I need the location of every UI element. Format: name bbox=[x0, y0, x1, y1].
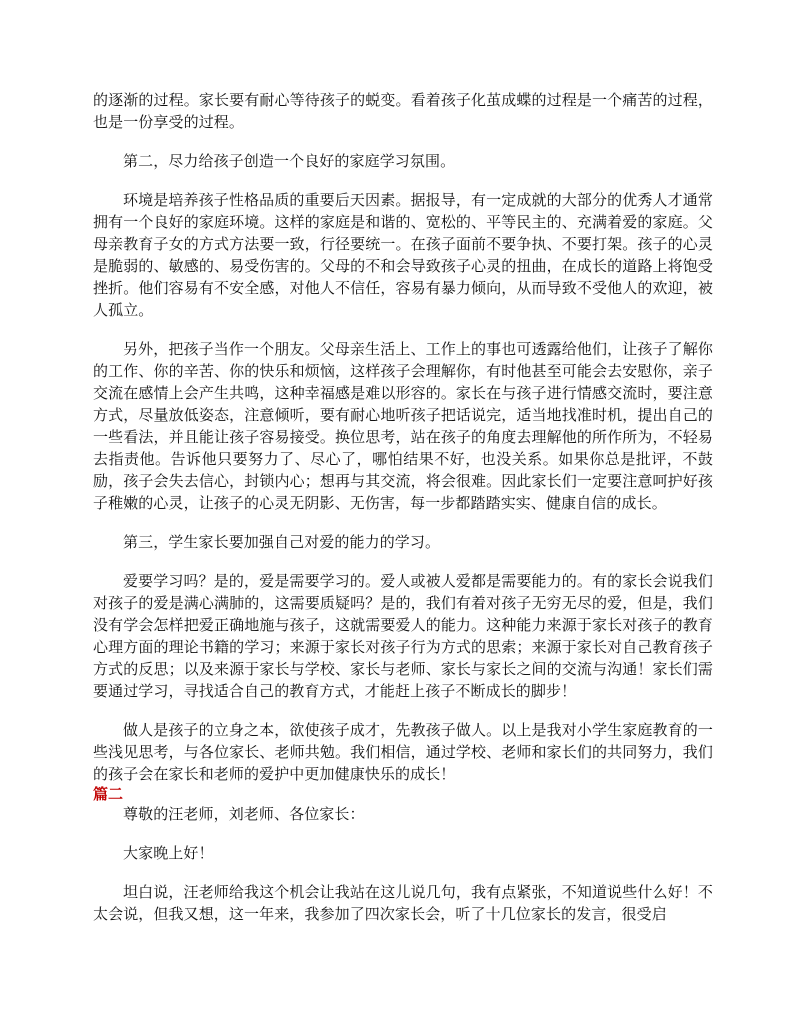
paragraph-salutation: 尊敬的汪老师，刘老师、各位家长： bbox=[123, 805, 365, 823]
section-label: 篇二 bbox=[93, 785, 124, 803]
paragraph-heading-second: 第二，尽力给孩子创造一个良好的家庭学习氛围。 bbox=[123, 152, 456, 170]
paragraph-friend: 另外，把孩子当作一个朋友。父母亲生活上、工作上的事也可透露给他们，让孩子了解你的工作、你的辛苦、你的快乐和烦恼，这样孩子会理解你，有时他甚至可能会去安慰你，亲子交流在感情上会产生共鸣，这种幸福感是难以形容的。家长在与孩子进行情感交流时，要注意方式，尽量放低姿态，注意倾听，要有耐心地听孩子把话说完，适当地找准时机，提出自己的一些看法，并且能让孩子容易接受。换位思考，站在孩子的角度去理解他的所作所为，不轻易去指责他。告诉他只要努力了、尽心了，哪怕结果不好，也没关系。如果你总是批评，不鼓励，孩子会失去信心，封锁内心；想再与其交流，将会很难。因此家长们一定要注意呵护好孩子稚嫩的心灵，让孩子的心灵无阴影、无伤害，每一步都踏踏实实、健康自信的成长。 bbox=[93, 340, 713, 512]
paragraph-conclusion: 做人是孩子的立身之本，欲使孩子成才，先教孩子做人。以上是我对小学生家庭教育的一些浅见思考，与各位家长、老师共勉。我们相信，通过学校、老师和家长们的共同努力，我们的孩子会在家长和老师的爱护中更加健康快乐的成长！ bbox=[93, 721, 713, 783]
paragraph-love-learning: 爱要学习吗？是的，爱是需要学习的。爱人或被人爱都是需要能力的。有的家长会说我们对孩子的爱是满心满肺的，这需要质疑吗？是的，我们有着对孩子无穷无尽的爱，但是，我们没有学会怎样把爱正确地施与孩子，这就需要爱人的能力。这种能力来源于家长对孩子的教育心理方面的理论书籍的学习；来源于家长对孩子行为方式的思索；来源于家长对自己教育孩子方式的反思；以及来源于家长与学校、家长与老师、家长与家长之间的交流与沟通！家长们需要通过学习，寻找适合自己的教育方式，才能赶上孩子不断成长的脚步！ bbox=[93, 572, 713, 700]
document-page bbox=[93, 89, 713, 942]
paragraph-greeting: 大家晚上好！ bbox=[123, 844, 214, 862]
paragraph-continuation: 的逐渐的过程。家长要有耐心等待孩子的蜕变。看着孩子化茧成蝶的过程是一个痛苦的过程，也是一份享受的过程。 bbox=[93, 91, 713, 131]
paragraph-speech-opening: 坦白说，汪老师给我这个机会让我站在这儿说几句，我有点紧张，不知道说些什么好！不太会说，但我又想，这一年来，我参加了四次家长会，听了十几位家长的发言，很受启 bbox=[93, 883, 713, 923]
paragraph-heading-third: 第三，学生家长要加强自己对爱的能力的学习。 bbox=[123, 533, 441, 551]
paragraph-environment: 环境是培养孩子性格品质的重要后天因素。据报导，有一定成就的大部分的优秀人才通常拥有一个良好的家庭环境。这样的家庭是和谐的、宽松的、平等民主的、充满着爱的家庭。父母亲教育子女的方式方法要一致，行径要统一。在孩子面前不要争执、不要打架。孩子的心灵是脆弱的、敏感的、易受伤害的。父母的不和会导致孩子心灵的扭曲，在成长的道路上将饱受挫折。他们容易有不安全感，对他人不信任，容易有暴力倾向，从而导致不受他人的欢迎，被人孤立。 bbox=[93, 191, 713, 319]
